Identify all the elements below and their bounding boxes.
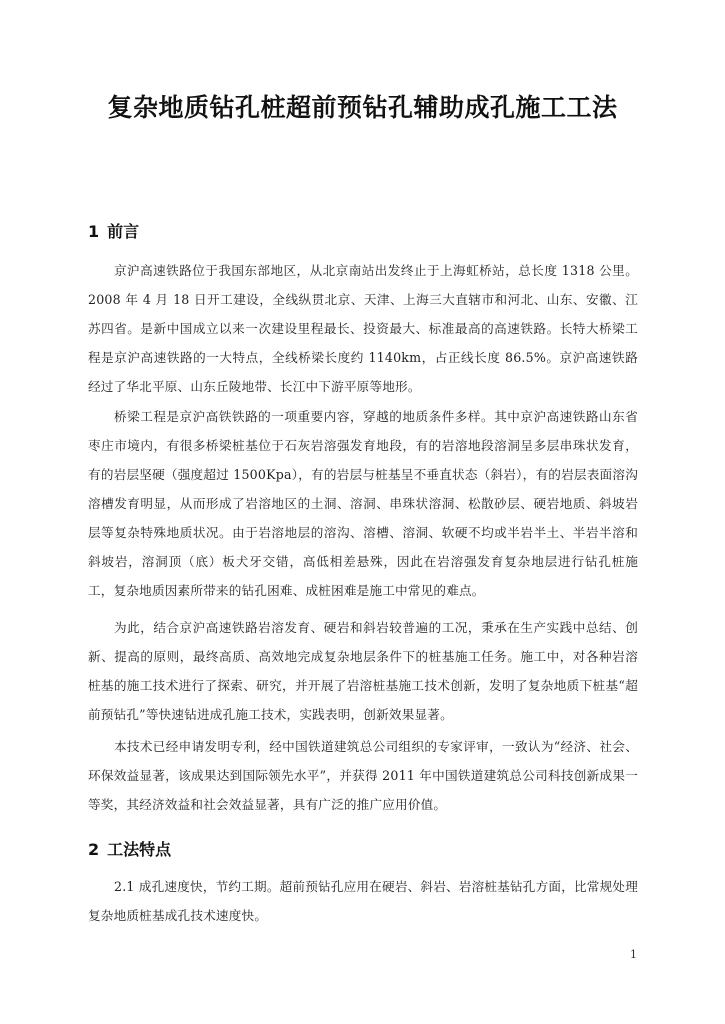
paragraph-1-4: 本技术已经申请发明专利，经中国铁道建筑总公司组织的专家评审，一致认为“经济、社会、环保效益显著，该成果达到国际领先水平”，并获得 2011 年中国铁道建筑总公司科技创新成果一等奖，其经济效益和社会效益显著，具有广泛的推广应用价值。 bbox=[88, 739, 638, 812]
paragraph-1-1: 京沪高速铁路位于我国东部地区，从北京南站出发终止于上海虹桥站，总长度 1318 公里。2008 年 4 月 18 日开工建设，全线纵贯北京、天津、上海三大直辖市和河北、山东、安徽、江苏四省。是新中国成立以来一次建设里程最长、投资最大、标准最高的高速铁路。长特大桥梁工程是京沪高速铁路的一大特点，全线桥梁长度约 1140km，占正线长度 86.5%。京沪高速铁路经过了华北平原、山东丘陵地带、长江中下游平原等地形。 bbox=[88, 263, 638, 394]
section-heading-1 bbox=[88, 219, 139, 242]
section-title-2: 工法特点 bbox=[107, 840, 172, 859]
document-title: 复杂地质钻孔桩超前预钻孔辅助成孔施工工法 bbox=[107, 93, 618, 122]
section-heading-2 bbox=[88, 837, 171, 860]
section-title-1: 前言 bbox=[107, 222, 140, 241]
page-number: 1 bbox=[630, 948, 637, 961]
section-number-1: 1 bbox=[88, 222, 100, 241]
section-number-2: 2 bbox=[88, 840, 100, 859]
paragraph-1-2: 桥梁工程是京沪高铁铁路的一项重要内容，穿越的地质条件多样。其中京沪高速铁路山东省枣庄市境内，有很多桥梁桩基位于石灰岩溶强发育地段，有的岩溶地段溶洞呈多层串珠状发育，有的岩层坚硬（强度超过 1500Kpa），有的岩层与桩基呈不垂直状态（斜岩），有的岩层表面溶沟溶槽发育明显，从而形成了岩溶地区的土洞、溶洞、串珠状溶洞、松散砂层、硬岩地质、斜坡岩层等复杂特殊地质状况。由于岩溶地层的溶沟、溶槽、溶洞、软硬不均或半岩半土、半岩半溶和斜坡岩，溶洞顶（底）板犬牙交错，高低相差悬殊，因此在岩溶强发育复杂地层进行钻孔桩施工，复杂地质因素所带来的钻孔困难、成桩困难是施工中常见的难点。 bbox=[88, 409, 638, 598]
paragraph-1-3: 为此，结合京沪高速铁路岩溶发育、硬岩和斜岩较普遍的工况，秉承在生产实践中总结、创新、提高的原则，最终高质、高效地完成复杂地层条件下的桩基施工任务。施工中，对各种岩溶桩基的施工技术进行了探索、研究，并开展了岩溶桩基施工技术创新，发明了复杂地质下桩基“超前预钻孔”等快速钻进成孔施工技术，实践表明，创新效果显著。 bbox=[88, 620, 638, 722]
paragraph-2-1: 2.1 成孔速度快，节约工期。超前预钻孔应用在硬岩、斜岩、岩溶桩基钻孔方面，比常规处理复杂地质桩基成孔技术速度快。 bbox=[88, 879, 638, 923]
